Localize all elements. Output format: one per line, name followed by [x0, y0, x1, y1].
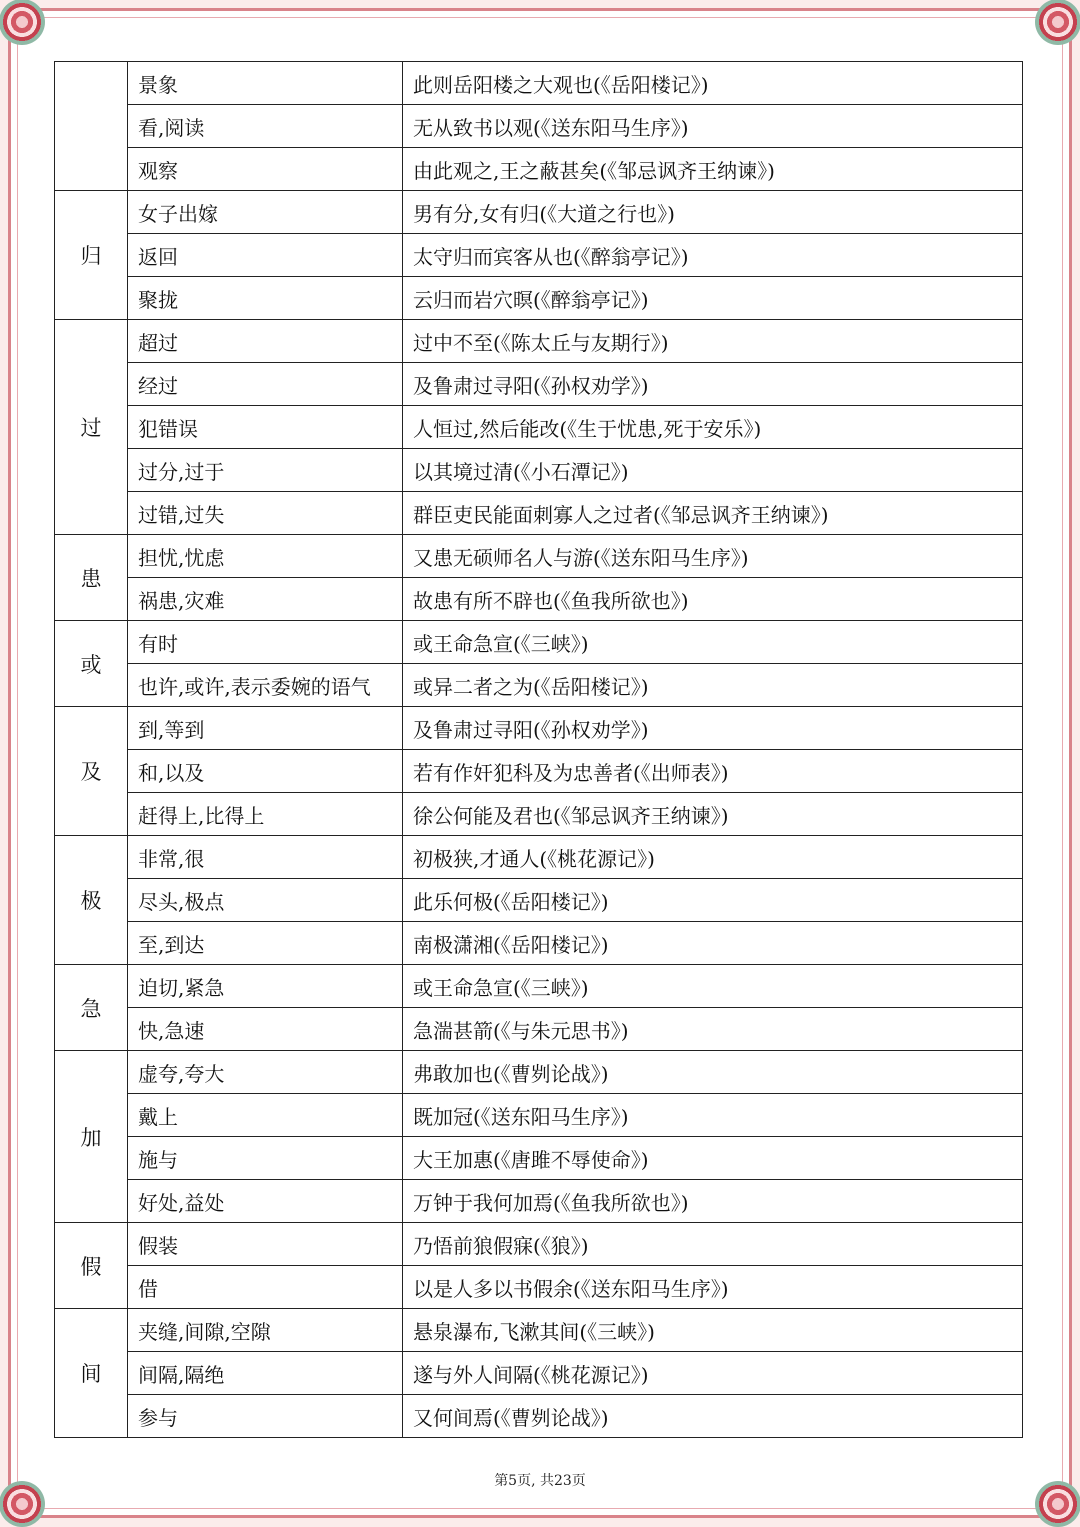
meaning-cell: 经过 [128, 363, 403, 406]
table-row [55, 62, 1023, 105]
table-row [55, 406, 1023, 449]
table-row [55, 621, 1023, 664]
table-row [55, 836, 1023, 879]
table-row [55, 320, 1023, 363]
example-cell: 弗敢加也(《曹刿论战》) [403, 1051, 1023, 1094]
meaning-cell: 夹缝,间隙,空隙 [128, 1309, 403, 1352]
example-cell: 及鲁肃过寻阳(《孙权劝学》) [403, 707, 1023, 750]
example-cell: 此则岳阳楼之大观也(《岳阳楼记》) [403, 62, 1023, 105]
example-cell: 故患有所不辟也(《鱼我所欲也》) [403, 578, 1023, 621]
meaning-cell: 间隔,隔绝 [128, 1352, 403, 1395]
meaning-cell: 返回 [128, 234, 403, 277]
headword-cell [55, 62, 128, 191]
headword-cell: 极 [55, 836, 128, 965]
meaning-cell: 快,急速 [128, 1008, 403, 1051]
example-cell: 云归而岩穴暝(《醉翁亭记》) [403, 277, 1023, 320]
corner-ornament-icon [1035, 0, 1080, 45]
meaning-cell: 假装 [128, 1223, 403, 1266]
table-row [55, 1223, 1023, 1266]
vocabulary-table [54, 61, 1023, 1438]
example-cell: 以其境过清(《小石潭记》) [403, 449, 1023, 492]
table-row [55, 793, 1023, 836]
table-row [55, 1180, 1023, 1223]
example-cell: 悬泉瀑布,飞漱其间(《三峡》) [403, 1309, 1023, 1352]
meaning-cell: 至,到达 [128, 922, 403, 965]
meaning-cell: 观察 [128, 148, 403, 191]
meaning-cell: 聚拢 [128, 277, 403, 320]
table-row [55, 965, 1023, 1008]
meaning-cell: 过分,过于 [128, 449, 403, 492]
example-cell: 男有分,女有归(《大道之行也》) [403, 191, 1023, 234]
example-cell: 此乐何极(《岳阳楼记》) [403, 879, 1023, 922]
example-cell: 既加冠(《送东阳马生序》) [403, 1094, 1023, 1137]
table-row [55, 1266, 1023, 1309]
example-cell: 以是人多以书假余(《送东阳马生序》) [403, 1266, 1023, 1309]
example-cell: 急湍甚箭(《与朱元思书》) [403, 1008, 1023, 1051]
table-row [55, 1008, 1023, 1051]
table-row [55, 191, 1023, 234]
vocabulary-table-body [55, 62, 1023, 1438]
table-row [55, 148, 1023, 191]
headword-cell: 间 [55, 1309, 128, 1438]
example-cell: 过中不至(《陈太丘与友期行》) [403, 320, 1023, 363]
meaning-cell: 犯错误 [128, 406, 403, 449]
meaning-cell: 好处,益处 [128, 1180, 403, 1223]
example-cell: 南极潇湘(《岳阳楼记》) [403, 922, 1023, 965]
table-row [55, 277, 1023, 320]
headword-cell: 及 [55, 707, 128, 836]
table-row [55, 492, 1023, 535]
meaning-cell: 非常,很 [128, 836, 403, 879]
meaning-cell: 担忧,忧虑 [128, 535, 403, 578]
example-cell: 初极狭,才通人(《桃花源记》) [403, 836, 1023, 879]
meaning-cell: 尽头,极点 [128, 879, 403, 922]
meaning-cell: 虚夸,夸大 [128, 1051, 403, 1094]
meaning-cell: 和,以及 [128, 750, 403, 793]
meaning-cell: 施与 [128, 1137, 403, 1180]
example-cell: 或王命急宣(《三峡》) [403, 621, 1023, 664]
meaning-cell: 迫切,紧急 [128, 965, 403, 1008]
example-cell: 及鲁肃过寻阳(《孙权劝学》) [403, 363, 1023, 406]
example-cell: 又何间焉(《曹刿论战》) [403, 1395, 1023, 1438]
meaning-cell: 过错,过失 [128, 492, 403, 535]
example-cell: 或王命急宣(《三峡》) [403, 965, 1023, 1008]
headword-cell: 归 [55, 191, 128, 320]
example-cell: 无从致书以观(《送东阳马生序》) [403, 105, 1023, 148]
table-row [55, 1309, 1023, 1352]
table-row [55, 1051, 1023, 1094]
example-cell: 又患无硕师名人与游(《送东阳马生序》) [403, 535, 1023, 578]
example-cell: 乃悟前狼假寐(《狼》) [403, 1223, 1023, 1266]
example-cell: 太守归而宾客从也(《醉翁亭记》) [403, 234, 1023, 277]
table-row [55, 1395, 1023, 1438]
headword-cell: 假 [55, 1223, 128, 1309]
meaning-cell: 借 [128, 1266, 403, 1309]
example-cell: 或异二者之为(《岳阳楼记》) [403, 664, 1023, 707]
headword-cell: 或 [55, 621, 128, 707]
meaning-cell: 戴上 [128, 1094, 403, 1137]
table-row [55, 879, 1023, 922]
table-row [55, 664, 1023, 707]
headword-cell: 患 [55, 535, 128, 621]
table-row [55, 1094, 1023, 1137]
table-row [55, 535, 1023, 578]
meaning-cell: 到,等到 [128, 707, 403, 750]
table-row [55, 449, 1023, 492]
page-number: 第5页, 共23页 [494, 1473, 586, 1489]
example-cell: 由此观之,王之蔽甚矣(《邹忌讽齐王纳谏》) [403, 148, 1023, 191]
example-cell: 徐公何能及君也(《邹忌讽齐王纳谏》) [403, 793, 1023, 836]
example-cell: 群臣吏民能面刺寡人之过者(《邹忌讽齐王纳谏》) [403, 492, 1023, 535]
meaning-cell: 参与 [128, 1395, 403, 1438]
meaning-cell: 景象 [128, 62, 403, 105]
example-cell: 若有作奸犯科及为忠善者(《出师表》) [403, 750, 1023, 793]
table-row [55, 578, 1023, 621]
table-row [55, 105, 1023, 148]
meaning-cell: 女子出嫁 [128, 191, 403, 234]
table-row [55, 234, 1023, 277]
meaning-cell: 看,阅读 [128, 105, 403, 148]
meaning-cell: 也许,或许,表示委婉的语气 [128, 664, 403, 707]
headword-cell: 过 [55, 320, 128, 535]
example-cell: 大王加惠(《唐雎不辱使命》) [403, 1137, 1023, 1180]
example-cell: 人恒过,然后能改(《生于忧患,死于安乐》) [403, 406, 1023, 449]
meaning-cell: 祸患,灾难 [128, 578, 403, 621]
meaning-cell: 有时 [128, 621, 403, 664]
headword-cell: 急 [55, 965, 128, 1051]
table-row [55, 750, 1023, 793]
table-row [55, 1352, 1023, 1395]
table-row [55, 922, 1023, 965]
table-row [55, 1137, 1023, 1180]
table-row [55, 363, 1023, 406]
meaning-cell: 超过 [128, 320, 403, 363]
headword-cell: 加 [55, 1051, 128, 1223]
table-row [55, 707, 1023, 750]
example-cell: 遂与外人间隔(《桃花源记》) [403, 1352, 1023, 1395]
meaning-cell: 赶得上,比得上 [128, 793, 403, 836]
corner-ornament-icon [0, 0, 45, 45]
example-cell: 万钟于我何加焉(《鱼我所欲也》) [403, 1180, 1023, 1223]
